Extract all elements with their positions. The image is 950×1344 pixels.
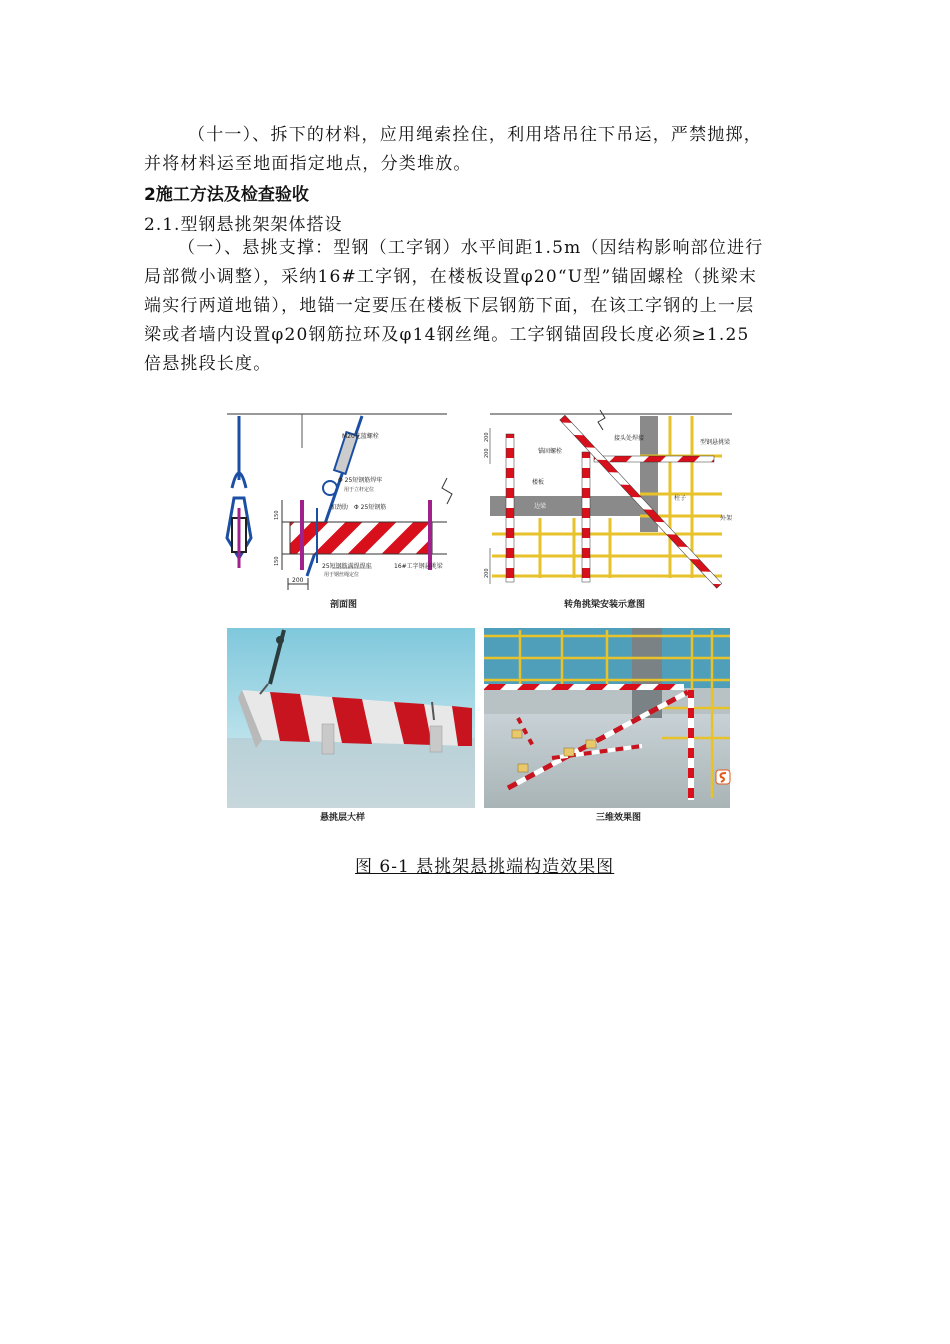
paragraph-line: （一）、悬挑支撑：型钢（工字钢）水平间距1.5m（因结构影响部位进行 — [178, 238, 764, 258]
label-rebar-weld: Φ 25短钢筋焊牢 — [338, 477, 383, 484]
paragraph-line: 端实行两道地锚），地锚一定要压在楼板下层钢筋下面，在该工字钢的上一层 — [144, 296, 755, 316]
section-view-drawing — [227, 414, 452, 590]
dim-label: 200 — [292, 577, 304, 584]
subsection-heading: 2.1.型钢悬挑架架体搭设 — [144, 215, 343, 235]
label-edge-beam: 边梁 — [534, 503, 547, 510]
label-outer-frame: 外架 — [720, 515, 732, 522]
figure-caption: 图 6-1 悬挑架悬挑端构造效果图 — [355, 857, 615, 877]
caption-section-view: 剖面图 — [330, 600, 358, 610]
label-bolt: M20花篮螺栓 — [342, 433, 379, 440]
paragraph-line: （十一）、拆下的材料，应用绳索拴住，利用塔吊往下吊运，严禁抛掷， — [188, 125, 762, 145]
label-anchor-bolt: 锚固螺栓 — [538, 448, 563, 455]
label-beam: 16#工字钢悬挑梁 — [394, 563, 443, 570]
dim-label: 150 — [274, 556, 280, 566]
paragraph-materials-handling — [144, 121, 804, 179]
three-d-render — [484, 628, 730, 808]
dim-label: 150 — [274, 510, 280, 520]
label-joint: 接头处焊接 — [614, 435, 645, 442]
paragraph-cantilever-support — [144, 234, 804, 379]
label-cantilever-beam: 型钢悬挑梁 — [700, 439, 731, 446]
figure-cantilever-detail — [222, 408, 732, 828]
dim-label: 200 — [484, 568, 490, 578]
label-stiffener: 加劲肋 — [330, 504, 349, 511]
label-weld-bottom: 25短钢筋满焊焊牢 — [322, 563, 372, 570]
label-rebar-25: Φ 25短钢筋 — [354, 504, 387, 511]
label-column: 柱子 — [674, 495, 687, 502]
label-weld-bottom-note: 用于钢丝绳定位 — [324, 572, 360, 578]
paragraph-line: 局部微小调整），采纳16#工字钢，在楼板设置φ20“U型”锚固螺栓（挑梁末 — [144, 267, 758, 287]
label-rebar-weld-note: 用于立杆定位 — [344, 487, 375, 493]
dim-label: 200 — [484, 448, 490, 458]
dim-label: 200 — [484, 432, 490, 442]
corner-install-drawing — [484, 410, 732, 588]
cantilever-detail-render — [227, 628, 475, 808]
paragraph-line: 倍悬挑段长度。 — [144, 354, 272, 374]
section-heading: 2施工方法及检查验收 — [144, 185, 309, 205]
label-slab: 楼板 — [532, 479, 545, 486]
figure-drawing — [222, 408, 732, 828]
caption-corner-install: 转角挑梁安装示意图 — [564, 600, 646, 610]
caption-detail: 悬挑层大样 — [320, 813, 366, 823]
paragraph-line: 梁或者墙内设置φ20钢筋拉环及φ14钢丝绳。工字钢锚固段长度必须≥1.25 — [144, 325, 750, 345]
caption-3d: 三维效果图 — [596, 813, 642, 823]
paragraph-line: 并将材料运至地面指定地点，分类堆放。 — [144, 154, 472, 174]
